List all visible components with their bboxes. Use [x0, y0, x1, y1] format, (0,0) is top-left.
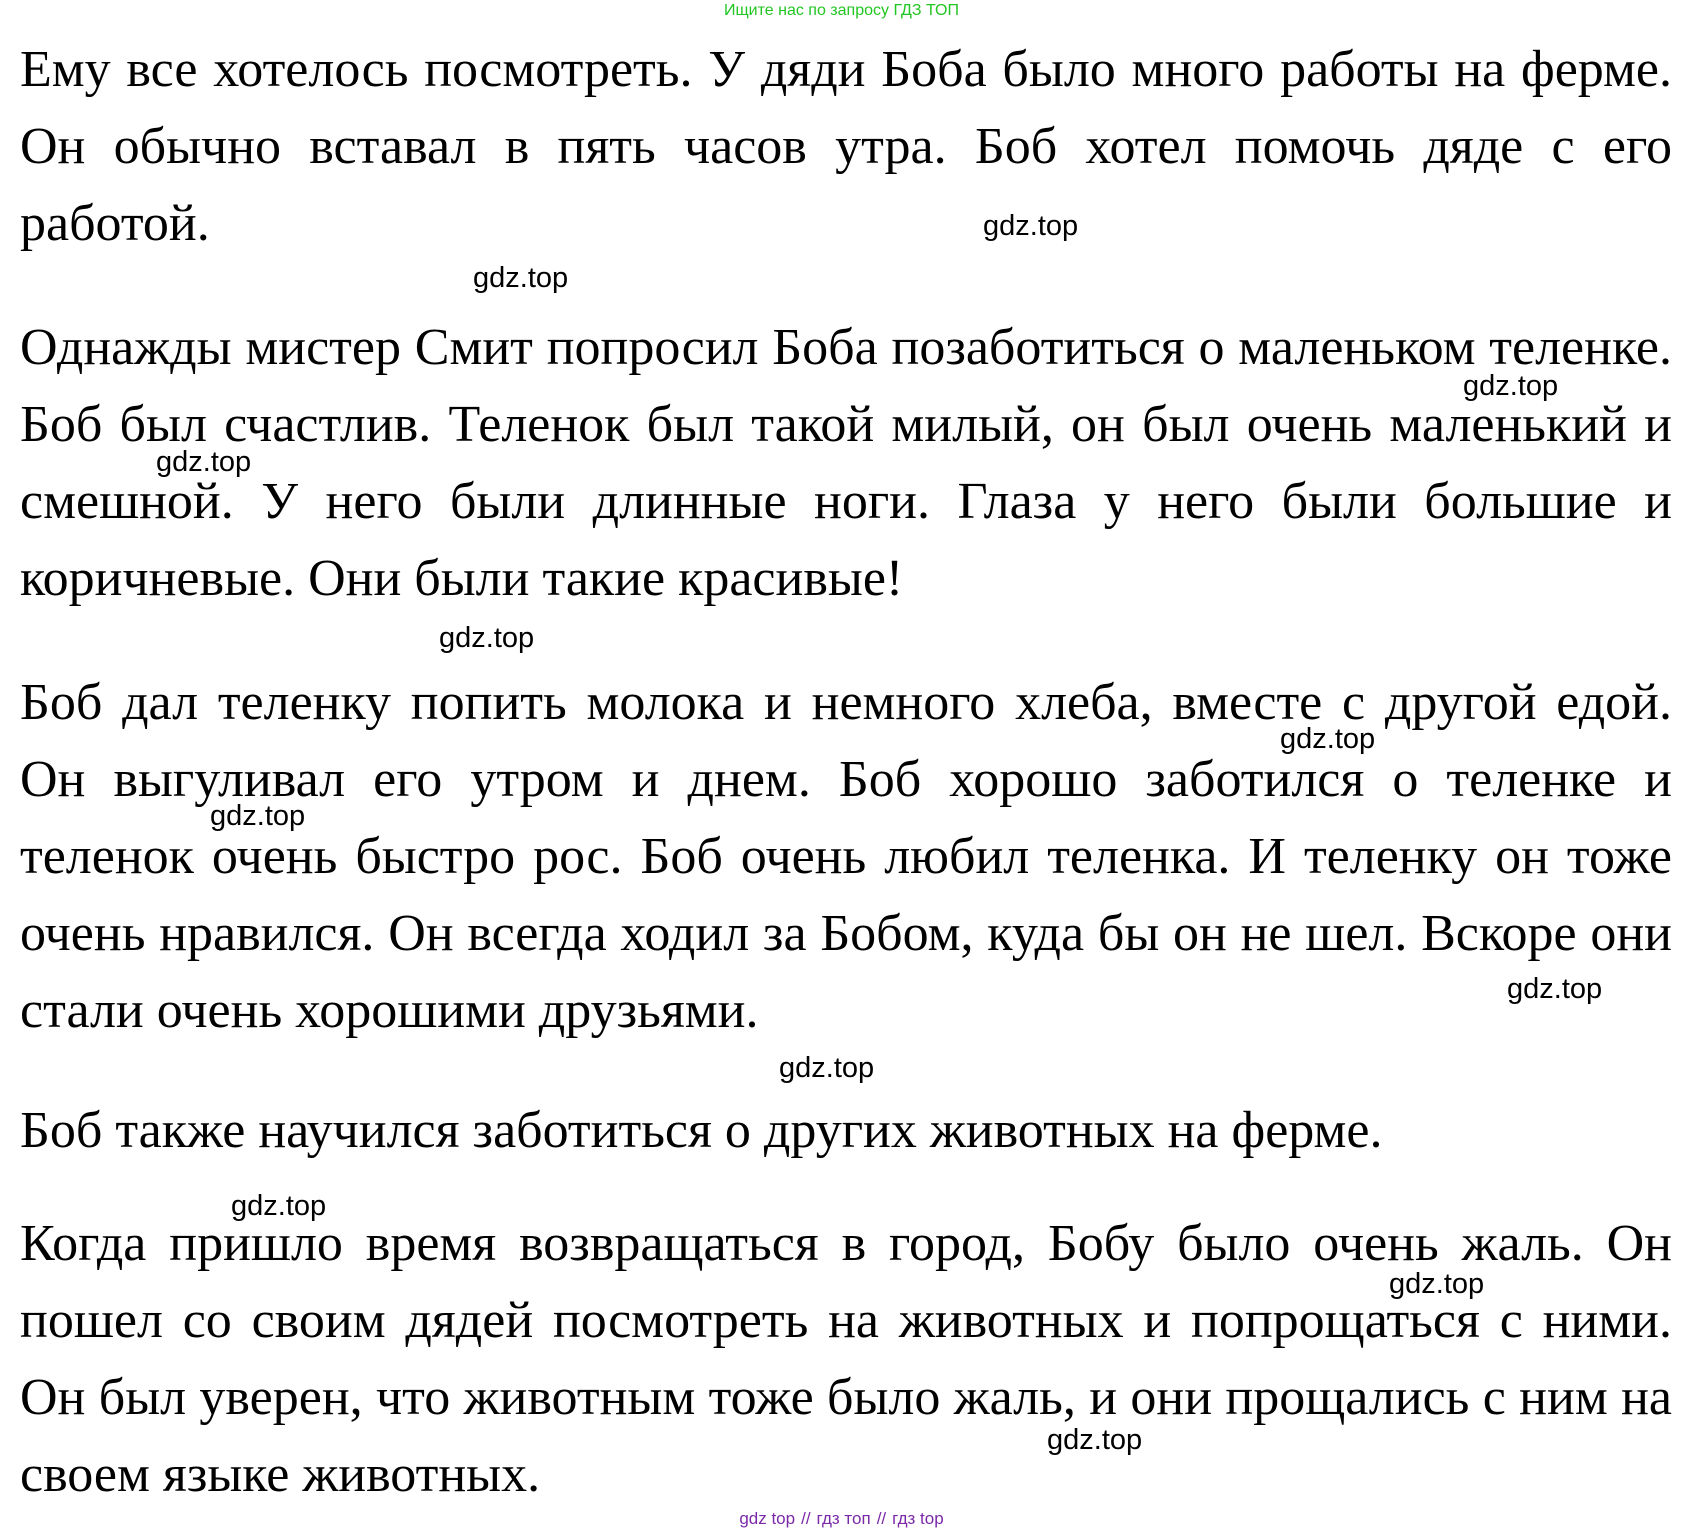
watermark: gdz.top: [779, 1052, 875, 1084]
watermark: gdz.top: [983, 210, 1079, 242]
watermark: gdz.top: [473, 262, 569, 294]
footer-link[interactable]: гдз топ: [816, 1509, 871, 1528]
paragraph-3: Боб дал теленку попить молока и немного хлеба, вместе с другой едой. Он выгуливал его утром и днем. Боб хорошо заботился о теленке и теленок очень быстро рос. Боб очень любил теленка. И теленку он тоже очень нравился. Он всегда ходил за Бобом, куда бы он не шел. Вскоре они стали очень хорошими друзьями.: [20, 674, 1672, 1039]
watermark: gdz.top: [156, 446, 252, 478]
watermark: gdz.top: [1507, 973, 1603, 1005]
footer-links: [0, 1509, 1683, 1529]
footer-link[interactable]: gdz top: [739, 1509, 796, 1528]
footer-separator: //: [876, 1509, 887, 1528]
paragraph-2: Однажды мистер Смит попросил Боба позаботиться о маленьком теленке. Боб был счастлив. Теленок был такой милый, он был очень маленький и смешной. У него были длинные ноги. Глаза у него были большие и коричневые. Они были такие красивые!: [20, 319, 1672, 607]
watermark: gdz.top: [1389, 1268, 1485, 1300]
paragraph-1: Ему все хотелось посмотреть. У дяди Боба было много работы на ферме. Он обычно вставал в пять часов утра. Боб хотел помочь дяде с его работой.: [20, 41, 1672, 252]
paragraph-5: Когда пришло время возвращаться в город, Бобу было очень жаль. Он пошел со своим дядей посмотреть на животных и попрощаться с ними. Он был уверен, что животным тоже было жаль, и они прощались с ним на своем языке животных.: [20, 1215, 1672, 1503]
watermark: gdz.top: [231, 1190, 327, 1222]
search-hint-link[interactable]: Ищите нас по запросу ГДЗ ТОП: [724, 2, 959, 19]
watermark: gdz.top: [1047, 1424, 1143, 1456]
footer-separator: //: [801, 1509, 811, 1528]
footer-link[interactable]: гдз top: [892, 1509, 944, 1528]
watermark: gdz.top: [210, 800, 306, 832]
watermark: gdz.top: [1280, 723, 1376, 755]
paragraph-4: Боб также научился заботиться о других животных на ферме.: [20, 1102, 1383, 1159]
watermark: gdz.top: [439, 622, 535, 654]
watermark: gdz.top: [1463, 370, 1559, 402]
